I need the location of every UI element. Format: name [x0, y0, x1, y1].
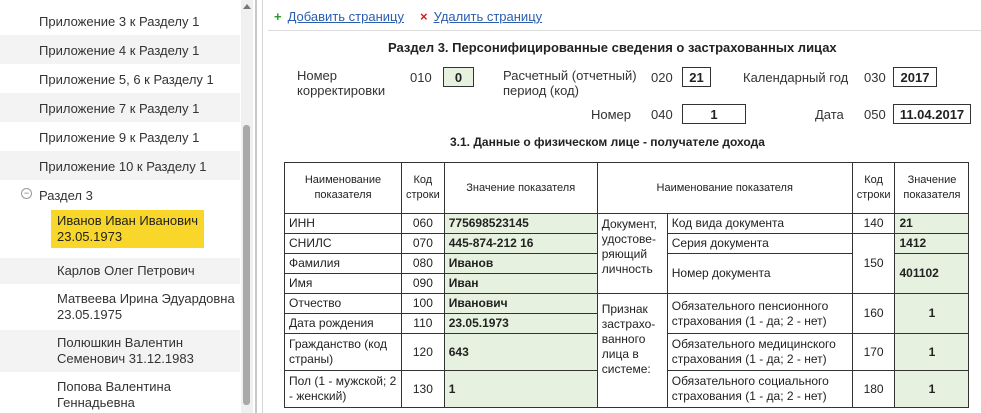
- plus-icon: +: [274, 9, 282, 24]
- snils-code: 070: [402, 234, 445, 254]
- doc-type-field[interactable]: 21: [895, 214, 969, 234]
- minus-circle-icon[interactable]: −: [21, 188, 32, 199]
- doc-type-label: Код вида документа: [667, 214, 852, 234]
- header-value-right: Значение показателя: [895, 163, 969, 214]
- person-name: Иванов Иван Иванович: [57, 213, 199, 228]
- gender-label: Пол (1 - мужской; 2 - женский): [285, 371, 402, 408]
- year-field[interactable]: 2017: [893, 67, 937, 87]
- toolbar-divider: [268, 30, 981, 31]
- sidebar-item-app7[interactable]: [0, 93, 240, 122]
- sidebar-group-label: Раздел 3: [39, 188, 93, 203]
- insurance-group-label: Признак застрахо-ванного лица в системе:: [597, 294, 667, 408]
- person-date: Геннадьевна: [57, 395, 135, 410]
- correction-code: 010: [410, 70, 432, 85]
- birthdate-code: 110: [402, 314, 445, 334]
- doc-type-code: 140: [852, 214, 895, 234]
- number-label: Номер: [591, 107, 632, 122]
- header-code-right: Код строки: [852, 163, 895, 214]
- year-code: 030: [864, 70, 886, 85]
- correction-number-field[interactable]: 0: [443, 67, 474, 87]
- person-name: Полюшкин Валентин: [57, 335, 184, 350]
- social-insurance-code: 180: [852, 371, 895, 408]
- inn-label: ИНН: [285, 214, 402, 234]
- person-name: Карлов Олег Петрович: [57, 263, 195, 278]
- sidebar-item-label: Приложение 4 к Разделу 1: [39, 43, 200, 58]
- person-date: 23.05.1975: [57, 307, 123, 322]
- firstname-code: 090: [402, 274, 445, 294]
- date-code: 050: [864, 107, 886, 122]
- person-name: Попова Валентина: [57, 379, 171, 394]
- doc-group-label: Документ, удостове-ряющий личность: [597, 214, 667, 294]
- date-field[interactable]: 11.04.2017: [893, 104, 971, 124]
- social-insurance-field[interactable]: 1: [895, 371, 969, 408]
- delete-page-button[interactable]: [420, 9, 542, 24]
- sidebar-group-section3[interactable]: [0, 184, 240, 206]
- scrollbar-thumb[interactable]: [243, 125, 250, 405]
- x-icon: ×: [420, 9, 428, 24]
- panel-divider: [262, 0, 263, 413]
- number-field[interactable]: 1: [682, 104, 746, 124]
- sidebar-tree: [0, 0, 255, 413]
- period-label: [503, 68, 637, 98]
- birthdate-label: Дата рождения: [285, 314, 402, 334]
- table-row: [285, 294, 969, 314]
- period-field[interactable]: 21: [682, 67, 711, 87]
- sidebar-item-label: Приложение 10 к Разделу 1: [39, 159, 207, 174]
- delete-page-label: Удалить страницу: [433, 9, 543, 24]
- patronymic-code: 100: [402, 294, 445, 314]
- subsection-title: 3.1. Данные о физическом лице - получателе дохода: [450, 135, 765, 149]
- sidebar-person-matveeva[interactable]: [0, 286, 240, 328]
- correction-label-line2: корректировки: [297, 83, 386, 98]
- person-date: Семенович 31.12.1983: [57, 351, 194, 366]
- pension-insurance-field[interactable]: 1: [895, 294, 969, 334]
- number-code: 040: [651, 107, 673, 122]
- surname-field[interactable]: Иванов: [444, 254, 597, 274]
- table-header-row: [285, 163, 969, 214]
- year-label: Календарный год: [743, 70, 849, 85]
- sidebar-person-popova[interactable]: [0, 374, 240, 413]
- patronymic-label: Отчество: [285, 294, 402, 314]
- citizenship-code: 120: [402, 334, 445, 371]
- table-row: [285, 214, 969, 234]
- sidebar-person-label: [57, 291, 235, 323]
- sidebar-item-label: Приложение 3 к Разделу 1: [39, 14, 200, 29]
- surname-label: Фамилия: [285, 254, 402, 274]
- person-data-table: [284, 162, 969, 408]
- person-name: Матвеева Ирина Эдуардовна: [57, 291, 235, 306]
- inn-code: 060: [402, 214, 445, 234]
- sidebar-item-app4[interactable]: [0, 35, 240, 64]
- date-label: Дата: [815, 107, 844, 122]
- pension-insurance-label: Обязательного пенсионного страхования (1 - да; 2 - нет): [667, 294, 852, 334]
- medical-insurance-code: 170: [852, 334, 895, 371]
- sidebar-person-label: [57, 379, 171, 411]
- sidebar-person-karlov[interactable]: [0, 258, 240, 284]
- sidebar-person-label: [51, 210, 204, 248]
- doc-series-code: 150: [852, 234, 895, 294]
- birthdate-field[interactable]: 23.05.1973: [444, 314, 597, 334]
- person-date: 23.05.1973: [57, 229, 123, 244]
- inn-field[interactable]: 775698523145: [444, 214, 597, 234]
- period-label-line2: период (код): [503, 83, 579, 98]
- add-page-button[interactable]: [274, 9, 404, 24]
- citizenship-label: Гражданство (код страны): [285, 334, 402, 371]
- correction-label: [297, 68, 385, 98]
- firstname-field[interactable]: Иван: [444, 274, 597, 294]
- sidebar-item-app10[interactable]: [0, 151, 240, 180]
- sidebar-item-app3[interactable]: [0, 6, 240, 35]
- add-page-label: Добавить страницу: [287, 9, 404, 24]
- scroll-up-arrow-icon[interactable]: [243, 4, 251, 9]
- gender-code: 130: [402, 371, 445, 408]
- sidebar-item-label: Приложение 5, 6 к Разделу 1: [39, 72, 214, 87]
- gender-field[interactable]: 1: [444, 371, 597, 408]
- sidebar-person-label: [57, 335, 194, 367]
- firstname-label: Имя: [285, 274, 402, 294]
- sidebar-person-polyushkin[interactable]: [0, 330, 240, 372]
- doc-series-label: Серия документа: [667, 234, 852, 254]
- snils-label: СНИЛС: [285, 234, 402, 254]
- medical-insurance-field[interactable]: 1: [895, 334, 969, 371]
- header-name-right: Наименование показателя: [597, 163, 852, 214]
- period-code: 020: [651, 70, 673, 85]
- sidebar-item-app56[interactable]: [0, 64, 240, 93]
- header-value: Значение показателя: [444, 163, 597, 214]
- doc-series-field[interactable]: 1412: [895, 234, 969, 254]
- social-insurance-label: Обязательного социального страхования (1 - да; 2 - нет): [667, 371, 852, 408]
- snils-field[interactable]: 445-874-212 16: [444, 234, 597, 254]
- sidebar-person-ivanov[interactable]: [0, 208, 240, 258]
- doc-number-label: Номер документа: [667, 254, 852, 294]
- period-label-line1: Расчетный (отчетный): [503, 68, 637, 83]
- sidebar-item-label: Приложение 9 к Разделу 1: [39, 130, 200, 145]
- surname-code: 080: [402, 254, 445, 274]
- section-title: Раздел 3. Персонифицированные сведения о застрахованных лицах: [388, 40, 837, 55]
- medical-insurance-label: Обязательного медицинского страхования (1 - да; 2 - нет): [667, 334, 852, 371]
- header-name: Наименование показателя: [285, 163, 402, 214]
- sidebar-item-app9[interactable]: [0, 122, 240, 151]
- citizenship-field[interactable]: 643: [444, 334, 597, 371]
- header-code: Код строки: [402, 163, 445, 214]
- doc-number-field[interactable]: 401102: [895, 254, 969, 294]
- patronymic-field[interactable]: Иванович: [444, 294, 597, 314]
- panel-splitter[interactable]: [255, 0, 257, 413]
- correction-label-line1: Номер: [297, 68, 338, 83]
- sidebar-scrollbar[interactable]: [241, 0, 253, 413]
- pension-insurance-code: 160: [852, 294, 895, 334]
- sidebar-item-label: Приложение 7 к Разделу 1: [39, 101, 200, 116]
